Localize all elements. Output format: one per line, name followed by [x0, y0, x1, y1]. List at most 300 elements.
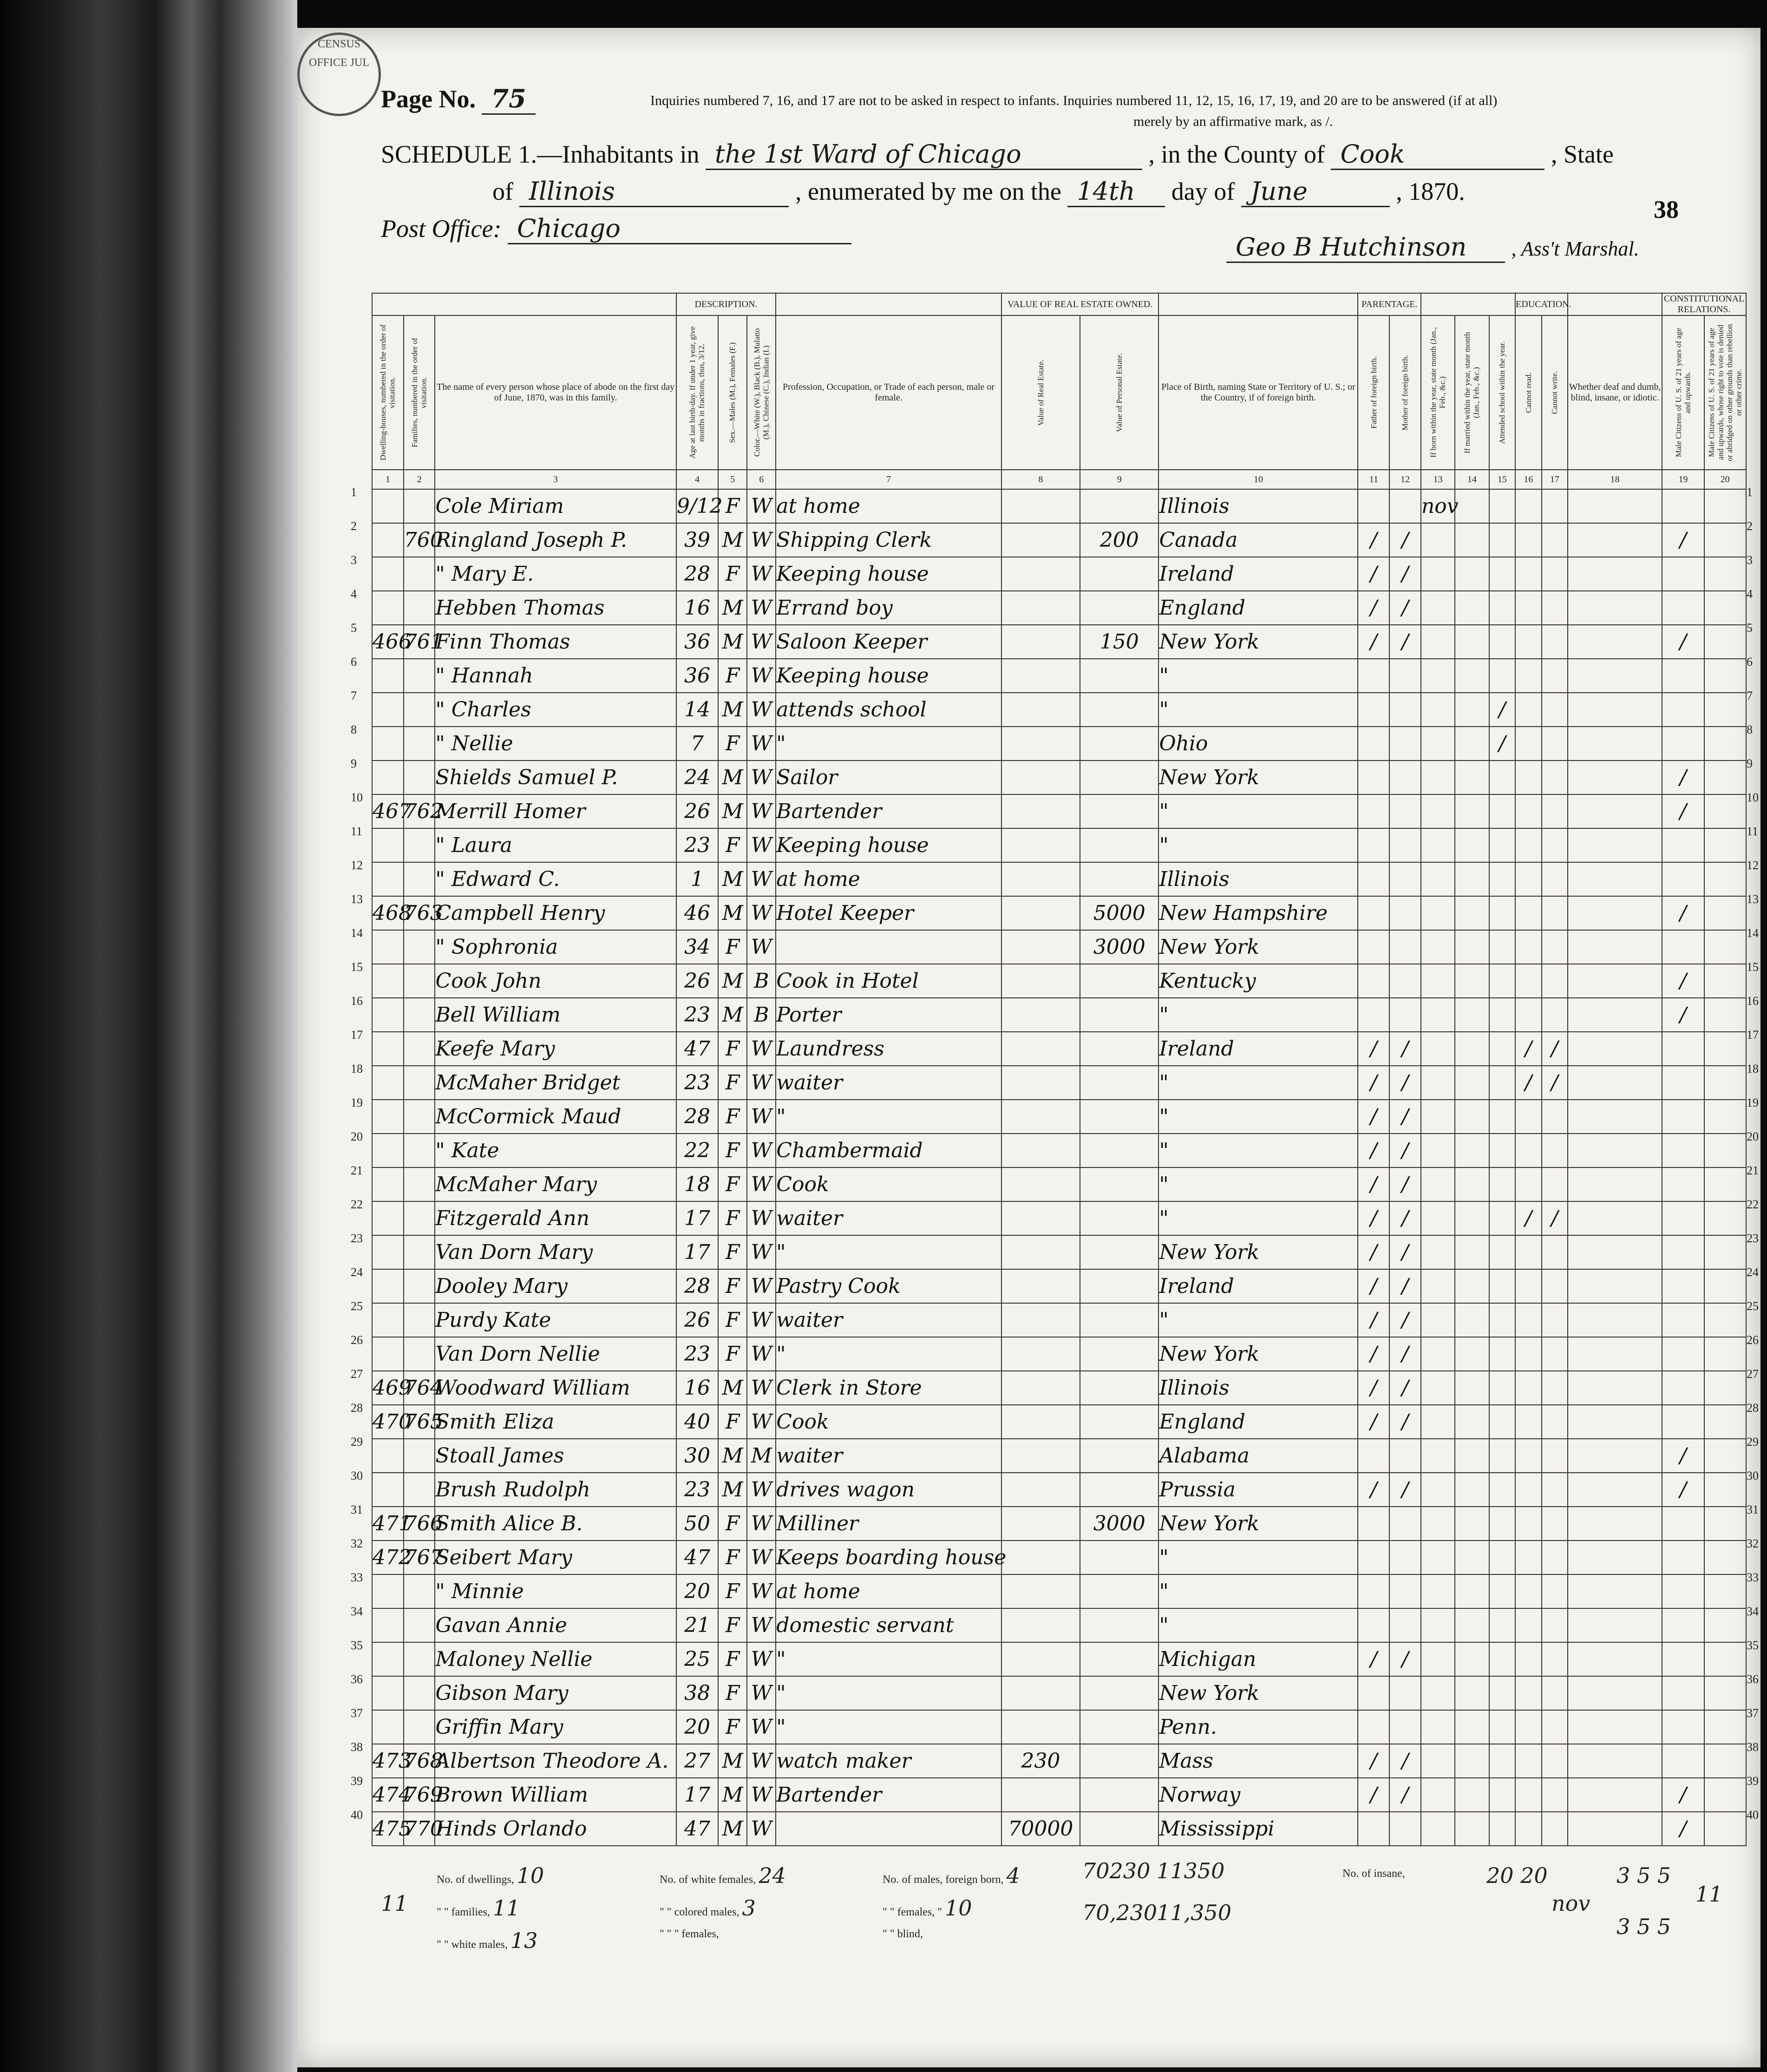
occupation: Keeps boarding house	[776, 1541, 1001, 1574]
dwelling-number	[372, 1439, 404, 1473]
cannot-read	[1515, 1269, 1541, 1303]
marriage-month	[1455, 1269, 1489, 1303]
attended-school	[1489, 1066, 1515, 1100]
post-office-line	[381, 214, 851, 244]
father-foreign	[1358, 1710, 1389, 1744]
occupation: Laundress	[776, 1032, 1001, 1066]
age: 47	[676, 1032, 718, 1066]
real-estate-value	[1001, 1405, 1080, 1439]
sex: F	[718, 1642, 747, 1676]
color: W	[747, 659, 776, 693]
line-number-left: 28	[351, 1401, 363, 1415]
vote-denied	[1704, 761, 1746, 794]
sex: F	[718, 1541, 747, 1574]
personal-estate-value	[1080, 761, 1158, 794]
age: 25	[676, 1642, 718, 1676]
line-number: 15	[1747, 960, 1759, 974]
vote-denied	[1704, 1608, 1746, 1642]
person-name: " Edward C.	[435, 862, 676, 896]
family-number	[404, 862, 435, 896]
marriage-month	[1455, 1710, 1489, 1744]
family-number: 760	[404, 523, 435, 557]
father-foreign: /	[1358, 1100, 1389, 1134]
birth-month	[1421, 1134, 1455, 1167]
color: W	[747, 625, 776, 659]
mother-foreign	[1389, 659, 1421, 693]
column-number: 10	[1158, 470, 1358, 489]
schedule-label: SCHEDULE 1.—Inhabitants in	[381, 140, 700, 168]
line-number-left: 32	[351, 1537, 363, 1550]
disability	[1568, 794, 1662, 828]
marriage-month	[1455, 1778, 1489, 1812]
real-estate-value	[1001, 693, 1080, 727]
vote-denied	[1704, 896, 1746, 930]
column-number: 19	[1662, 470, 1704, 489]
table-row	[372, 1676, 1746, 1710]
disability	[1568, 557, 1662, 591]
family-number: 765	[404, 1405, 435, 1439]
birthplace: New York	[1158, 625, 1358, 659]
cannot-read	[1515, 1167, 1541, 1201]
family-number	[404, 1473, 435, 1507]
color: W	[747, 828, 776, 862]
color: W	[747, 761, 776, 794]
vote-denied	[1704, 1778, 1746, 1812]
mother-foreign	[1389, 1676, 1421, 1710]
male-citizen: /	[1662, 523, 1704, 557]
age: 26	[676, 794, 718, 828]
age: 47	[676, 1541, 718, 1574]
line-number: 4	[1747, 587, 1753, 601]
marriage-month	[1455, 862, 1489, 896]
sex: F	[718, 828, 747, 862]
line-number-left: 2	[351, 519, 357, 533]
color: W	[747, 523, 776, 557]
line-number-left: 35	[351, 1639, 363, 1652]
birth-month	[1421, 1337, 1455, 1371]
occupation: Chambermaid	[776, 1134, 1001, 1167]
marriage-month	[1455, 761, 1489, 794]
vote-denied	[1704, 727, 1746, 761]
disability	[1568, 828, 1662, 862]
marriage-month	[1455, 1303, 1489, 1337]
line-number-left: 25	[351, 1299, 363, 1313]
cannot-read	[1515, 1371, 1541, 1405]
occupation: at home	[776, 1574, 1001, 1608]
color: W	[747, 1744, 776, 1778]
cannot-read	[1515, 1676, 1541, 1710]
line-number: 39	[1747, 1774, 1759, 1788]
color: W	[747, 1710, 776, 1744]
vote-denied	[1704, 625, 1746, 659]
color: W	[747, 1608, 776, 1642]
line-number: 21	[1747, 1164, 1759, 1177]
family-number: 763	[404, 896, 435, 930]
marriage-month	[1455, 1507, 1489, 1541]
occupation	[776, 1812, 1001, 1846]
col-header-2: Families, numbered in the order of visitation.	[404, 315, 435, 470]
attended-school	[1489, 1710, 1515, 1744]
vote-denied	[1704, 1439, 1746, 1473]
birth-month	[1421, 591, 1455, 625]
sex: F	[718, 1507, 747, 1541]
sex: M	[718, 1744, 747, 1778]
birthplace: Ireland	[1158, 557, 1358, 591]
sex: F	[718, 659, 747, 693]
age: 21	[676, 1608, 718, 1642]
marriage-month	[1455, 998, 1489, 1032]
age: 17	[676, 1201, 718, 1235]
real-estate-value	[1001, 1269, 1080, 1303]
cannot-write: /	[1542, 1201, 1568, 1235]
color: W	[747, 1642, 776, 1676]
personal-estate-value	[1080, 693, 1158, 727]
attended-school	[1489, 1507, 1515, 1541]
disability	[1568, 1337, 1662, 1371]
cannot-write	[1542, 1473, 1568, 1507]
family-number	[404, 1676, 435, 1710]
cannot-write	[1542, 727, 1568, 761]
male-citizen	[1662, 659, 1704, 693]
line-number: 33	[1747, 1571, 1759, 1584]
birthplace: Prussia	[1158, 1473, 1358, 1507]
mother-foreign: /	[1389, 1235, 1421, 1269]
occupation: waiter	[776, 1303, 1001, 1337]
disability	[1568, 1574, 1662, 1608]
mother-foreign: /	[1389, 1201, 1421, 1235]
real-estate-value	[1001, 1507, 1080, 1541]
family-number	[404, 591, 435, 625]
table-row	[372, 1269, 1746, 1303]
age: 26	[676, 1303, 718, 1337]
attended-school	[1489, 1371, 1515, 1405]
male-citizen	[1662, 1100, 1704, 1134]
dwelling-number	[372, 998, 404, 1032]
table-row	[372, 1337, 1746, 1371]
cannot-read: /	[1515, 1066, 1541, 1100]
vote-denied	[1704, 659, 1746, 693]
dwelling-number	[372, 930, 404, 964]
disability	[1568, 1134, 1662, 1167]
disability	[1568, 1608, 1662, 1642]
real-estate-value	[1001, 1303, 1080, 1337]
mother-foreign	[1389, 862, 1421, 896]
post-office-value: Chicago	[508, 214, 851, 244]
vote-denied	[1704, 523, 1746, 557]
line-number: 16	[1747, 994, 1759, 1008]
mother-foreign: /	[1389, 1066, 1421, 1100]
birthplace: Kentucky	[1158, 964, 1358, 998]
birth-month	[1421, 1778, 1455, 1812]
disability	[1568, 930, 1662, 964]
real-estate-value	[1001, 659, 1080, 693]
father-foreign	[1358, 489, 1389, 523]
person-name: Cook John	[435, 964, 676, 998]
mother-foreign: /	[1389, 1371, 1421, 1405]
person-name: McCormick Maud	[435, 1100, 676, 1134]
occupation: Pastry Cook	[776, 1269, 1001, 1303]
male-citizen: /	[1662, 998, 1704, 1032]
mother-foreign: /	[1389, 1642, 1421, 1676]
birthplace: "	[1158, 1574, 1358, 1608]
sex: M	[718, 1778, 747, 1812]
color: W	[747, 1405, 776, 1439]
male-citizen	[1662, 1710, 1704, 1744]
real-estate-value	[1001, 761, 1080, 794]
birthplace: Ireland	[1158, 1269, 1358, 1303]
birth-month	[1421, 862, 1455, 896]
line-number-left: 19	[351, 1096, 363, 1109]
family-number	[404, 828, 435, 862]
line-number-left: 17	[351, 1028, 363, 1042]
father-foreign: /	[1358, 1778, 1389, 1812]
cannot-read	[1515, 557, 1541, 591]
column-number: 5	[718, 470, 747, 489]
line-number-left: 11	[351, 825, 363, 838]
attended-school	[1489, 659, 1515, 693]
age: 23	[676, 1066, 718, 1100]
real-estate-value	[1001, 930, 1080, 964]
person-name: Hinds Orlando	[435, 1812, 676, 1846]
column-number: 12	[1389, 470, 1421, 489]
line-number: 2	[1747, 519, 1753, 533]
table-row	[372, 1778, 1746, 1812]
line-number: 12	[1747, 859, 1759, 872]
person-name: Gibson Mary	[435, 1676, 676, 1710]
personal-estate-value	[1080, 964, 1158, 998]
age: 36	[676, 625, 718, 659]
birthplace: New York	[1158, 1337, 1358, 1371]
male-citizen	[1662, 1507, 1704, 1541]
birthplace: New York	[1158, 1676, 1358, 1710]
person-name: Dooley Mary	[435, 1269, 676, 1303]
birthplace: Ohio	[1158, 727, 1358, 761]
dwelling-number: 469	[372, 1371, 404, 1405]
birth-month	[1421, 1066, 1455, 1100]
line-number-left: 7	[351, 689, 357, 702]
age: 23	[676, 1473, 718, 1507]
table-row	[372, 761, 1746, 794]
cannot-read	[1515, 1100, 1541, 1134]
cannot-write	[1542, 625, 1568, 659]
line-number: 22	[1747, 1198, 1759, 1211]
age: 30	[676, 1439, 718, 1473]
sex: M	[718, 591, 747, 625]
birth-month	[1421, 1100, 1455, 1134]
disability	[1568, 489, 1662, 523]
male-citizen	[1662, 727, 1704, 761]
col-header-11: Father of foreign birth.	[1358, 315, 1389, 470]
birth-month	[1421, 1235, 1455, 1269]
father-foreign	[1358, 1676, 1389, 1710]
col-header-6: Color.—White (W.), Black (B.), Mulatto (M.), Chinese (C.), Indian (I.)	[747, 315, 776, 470]
line-number-left: 10	[351, 791, 363, 804]
father-foreign	[1358, 761, 1389, 794]
father-foreign	[1358, 998, 1389, 1032]
marriage-month	[1455, 1812, 1489, 1846]
color: W	[747, 1541, 776, 1574]
male-citizen	[1662, 1744, 1704, 1778]
birthplace: Alabama	[1158, 1439, 1358, 1473]
father-foreign	[1358, 659, 1389, 693]
father-foreign: /	[1358, 1066, 1389, 1100]
dwelling-number: 474	[372, 1778, 404, 1812]
age: 17	[676, 1235, 718, 1269]
father-foreign: /	[1358, 1269, 1389, 1303]
cannot-read	[1515, 1710, 1541, 1744]
marriage-month	[1455, 727, 1489, 761]
family-number: 769	[404, 1778, 435, 1812]
father-foreign	[1358, 693, 1389, 727]
age: 23	[676, 828, 718, 862]
total-real-estate-2: 70,230	[1082, 1900, 1157, 1925]
birthplace: Michigan	[1158, 1642, 1358, 1676]
disability	[1568, 1778, 1662, 1812]
cannot-read	[1515, 964, 1541, 998]
color: W	[747, 1812, 776, 1846]
person-name: Hebben Thomas	[435, 591, 676, 625]
vote-denied	[1704, 1812, 1746, 1846]
line-number-left: 16	[351, 994, 363, 1008]
color: W	[747, 1235, 776, 1269]
cannot-write	[1542, 1676, 1568, 1710]
age: 16	[676, 1371, 718, 1405]
sex: M	[718, 998, 747, 1032]
cannot-write	[1542, 523, 1568, 557]
person-name: " Charles	[435, 693, 676, 727]
marriage-month	[1455, 1642, 1489, 1676]
father-foreign: /	[1358, 1744, 1389, 1778]
birth-month	[1421, 761, 1455, 794]
vote-denied	[1704, 828, 1746, 862]
birth-month	[1421, 1303, 1455, 1337]
attended-school	[1489, 1778, 1515, 1812]
census-office-stamp: CENSUS OFFICE JUL	[297, 33, 381, 116]
person-name: Shields Samuel P.	[435, 761, 676, 794]
real-estate-value	[1001, 625, 1080, 659]
mother-foreign	[1389, 896, 1421, 930]
attended-school	[1489, 1473, 1515, 1507]
table-row	[372, 1371, 1746, 1405]
marriage-month	[1455, 1439, 1489, 1473]
family-number	[404, 1100, 435, 1134]
cannot-write	[1542, 1574, 1568, 1608]
cannot-read: /	[1515, 1032, 1541, 1066]
birthplace: Mass	[1158, 1744, 1358, 1778]
sex: F	[718, 1269, 747, 1303]
sex: F	[718, 1608, 747, 1642]
real-estate-value	[1001, 1371, 1080, 1405]
vote-denied	[1704, 1507, 1746, 1541]
birth-month	[1421, 1269, 1455, 1303]
families-count: " " families, 11	[437, 1895, 520, 1921]
table-row	[372, 625, 1746, 659]
real-estate-value	[1001, 1235, 1080, 1269]
cannot-read	[1515, 1778, 1541, 1812]
cannot-read	[1515, 489, 1541, 523]
dwelling-number	[372, 557, 404, 591]
family-number	[404, 998, 435, 1032]
family-number	[404, 1337, 435, 1371]
color: W	[747, 1337, 776, 1371]
mother-foreign: /	[1389, 1269, 1421, 1303]
personal-estate-value	[1080, 1778, 1158, 1812]
col-header-12: Mother of foreign birth.	[1389, 315, 1421, 470]
column-number: 6	[747, 470, 776, 489]
dwelling-number	[372, 1473, 404, 1507]
ward-value: the 1st Ward of Chicago	[706, 139, 1142, 170]
real-estate-value	[1001, 1473, 1080, 1507]
birth-month-tally: nov	[1551, 1891, 1590, 1916]
sheet-number: 38	[1654, 196, 1679, 223]
male-citizen	[1662, 1574, 1704, 1608]
family-number	[404, 1167, 435, 1201]
personal-estate-value	[1080, 1371, 1158, 1405]
father-foreign: /	[1358, 1303, 1389, 1337]
birth-month	[1421, 896, 1455, 930]
age: 28	[676, 1100, 718, 1134]
line-number: 9	[1747, 757, 1753, 770]
table-row	[372, 828, 1746, 862]
family-number	[404, 1032, 435, 1066]
cannot-write	[1542, 1235, 1568, 1269]
attended-school	[1489, 1541, 1515, 1574]
dwelling-number	[372, 727, 404, 761]
of-label: of	[492, 177, 513, 205]
personal-estate-value	[1080, 1134, 1158, 1167]
father-foreign	[1358, 1541, 1389, 1574]
cannot-write: /	[1542, 1032, 1568, 1066]
line-number-left: 33	[351, 1571, 363, 1584]
disability	[1568, 1439, 1662, 1473]
table-row	[372, 1744, 1746, 1778]
dwelling-number	[372, 1303, 404, 1337]
marriage-month	[1455, 1473, 1489, 1507]
marriage-month	[1455, 523, 1489, 557]
line-number: 20	[1747, 1130, 1759, 1143]
person-name: " Hannah	[435, 659, 676, 693]
table-row	[372, 794, 1746, 828]
disability	[1568, 1642, 1662, 1676]
mother-foreign	[1389, 1439, 1421, 1473]
cannot-read	[1515, 1134, 1541, 1167]
birthplace: New York	[1158, 1235, 1358, 1269]
notice-line-1: Inquiries numbered 7, 16, and 17 are not to be asked in respect to infants. Inquiries numbered 11, 12, 15, 16, 17, 19, and 20 are to be answered (if at all)	[650, 93, 1498, 108]
cannot-read	[1515, 828, 1541, 862]
personal-estate-value	[1080, 1405, 1158, 1439]
birth-month	[1421, 1608, 1455, 1642]
father-foreign	[1358, 862, 1389, 896]
census-rows	[372, 489, 1746, 1846]
sex: F	[718, 1032, 747, 1066]
line-number-left: 4	[351, 587, 357, 601]
birthplace: New York	[1158, 1507, 1358, 1541]
col-header-18: Whether deaf and dumb, blind, insane, or idiotic.	[1568, 315, 1662, 470]
personal-estate-value	[1080, 557, 1158, 591]
birthplace: "	[1158, 1167, 1358, 1201]
vote-denied	[1704, 1473, 1746, 1507]
table-row	[372, 1541, 1746, 1574]
attended-school	[1489, 1439, 1515, 1473]
male-citizen: /	[1662, 794, 1704, 828]
sex: M	[718, 1439, 747, 1473]
col-header-8: Value of Real Estate.	[1001, 315, 1080, 470]
personal-estate-value: 3000	[1080, 1507, 1158, 1541]
dwelling-number	[372, 523, 404, 557]
occupation: Bartender	[776, 1778, 1001, 1812]
table-row	[372, 1134, 1746, 1167]
attended-school	[1489, 862, 1515, 896]
